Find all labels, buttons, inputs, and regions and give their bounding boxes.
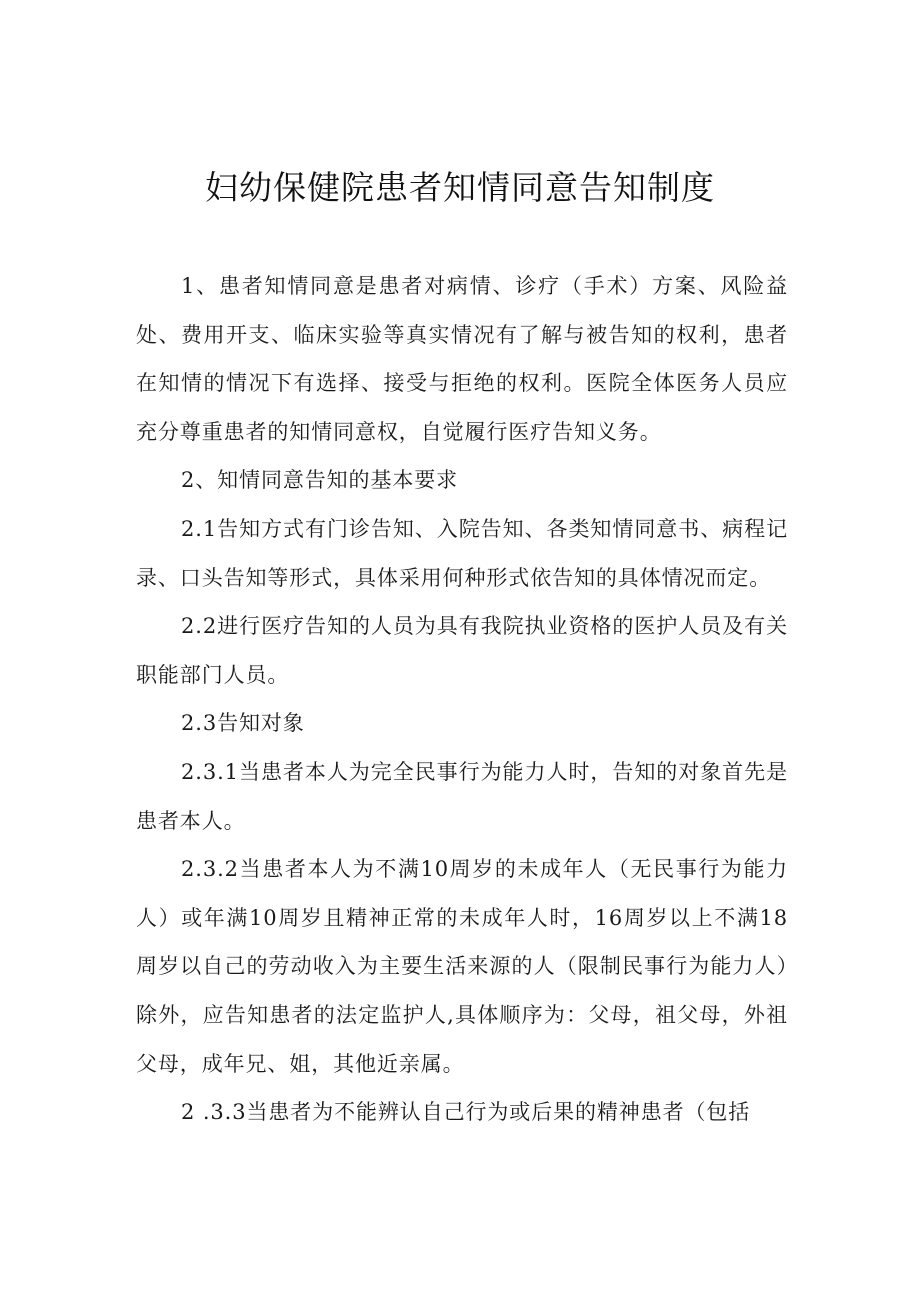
- document-title: 妇幼保健院患者知情同意告知制度: [205, 168, 715, 207]
- document-body: [136, 262, 788, 1137]
- paragraph-2-2-notifying-personnel: 2.2进行医疗告知的人员为具有我院执业资格的医护人员及有关职能部门人员。: [136, 614, 788, 687]
- paragraph-2-basic-requirements-heading: 2、知情同意告知的基本要求: [181, 468, 459, 493]
- paragraph-1-patient-consent-right: 1、患者知情同意是患者对病情、诊疗（手术）方案、风险益处、费用开支、临床实验等真实情况有了解与被告知的权利，患者在知情的情况下有选择、接受与拒绝的权利。医院全体医务人员应充分尊重患者的知情同意权，自觉履行医疗告知义务。: [136, 274, 788, 444]
- paragraph-2-3-1-competent-patient: 2.3.1当患者本人为完全民事行为能力人时，告知的对象首先是患者本人。: [136, 759, 788, 833]
- paragraph-2-3-3-mental-patient: 2 .3.3当患者为不能辨认自己行为或后果的精神患者（包括: [181, 1100, 751, 1125]
- paragraph-2-1-notification-methods: 2.1告知方式有门诊告知、入院告知、各类知情同意书、病程记录、口头告知等形式，具体采用何种形式依告知的具体情况而定。: [136, 516, 788, 590]
- paragraph-2-3-notification-target-heading: 2.3告知对象: [181, 711, 305, 736]
- paragraph-2-3-2-minor-patient: 2.3.2当患者本人为不满10周岁的未成年人（无民事行为能力人）或年满10周岁且精神正常的未成年人时，16周岁以上不满18周岁以自己的劳动收入为主要生活来源的人（限制民事行为能力人）除外，应告知患者的法定监护人,具体顺序为：父母，祖父母，外祖父母，成年兄、姐，其他近亲属。: [136, 857, 788, 1076]
